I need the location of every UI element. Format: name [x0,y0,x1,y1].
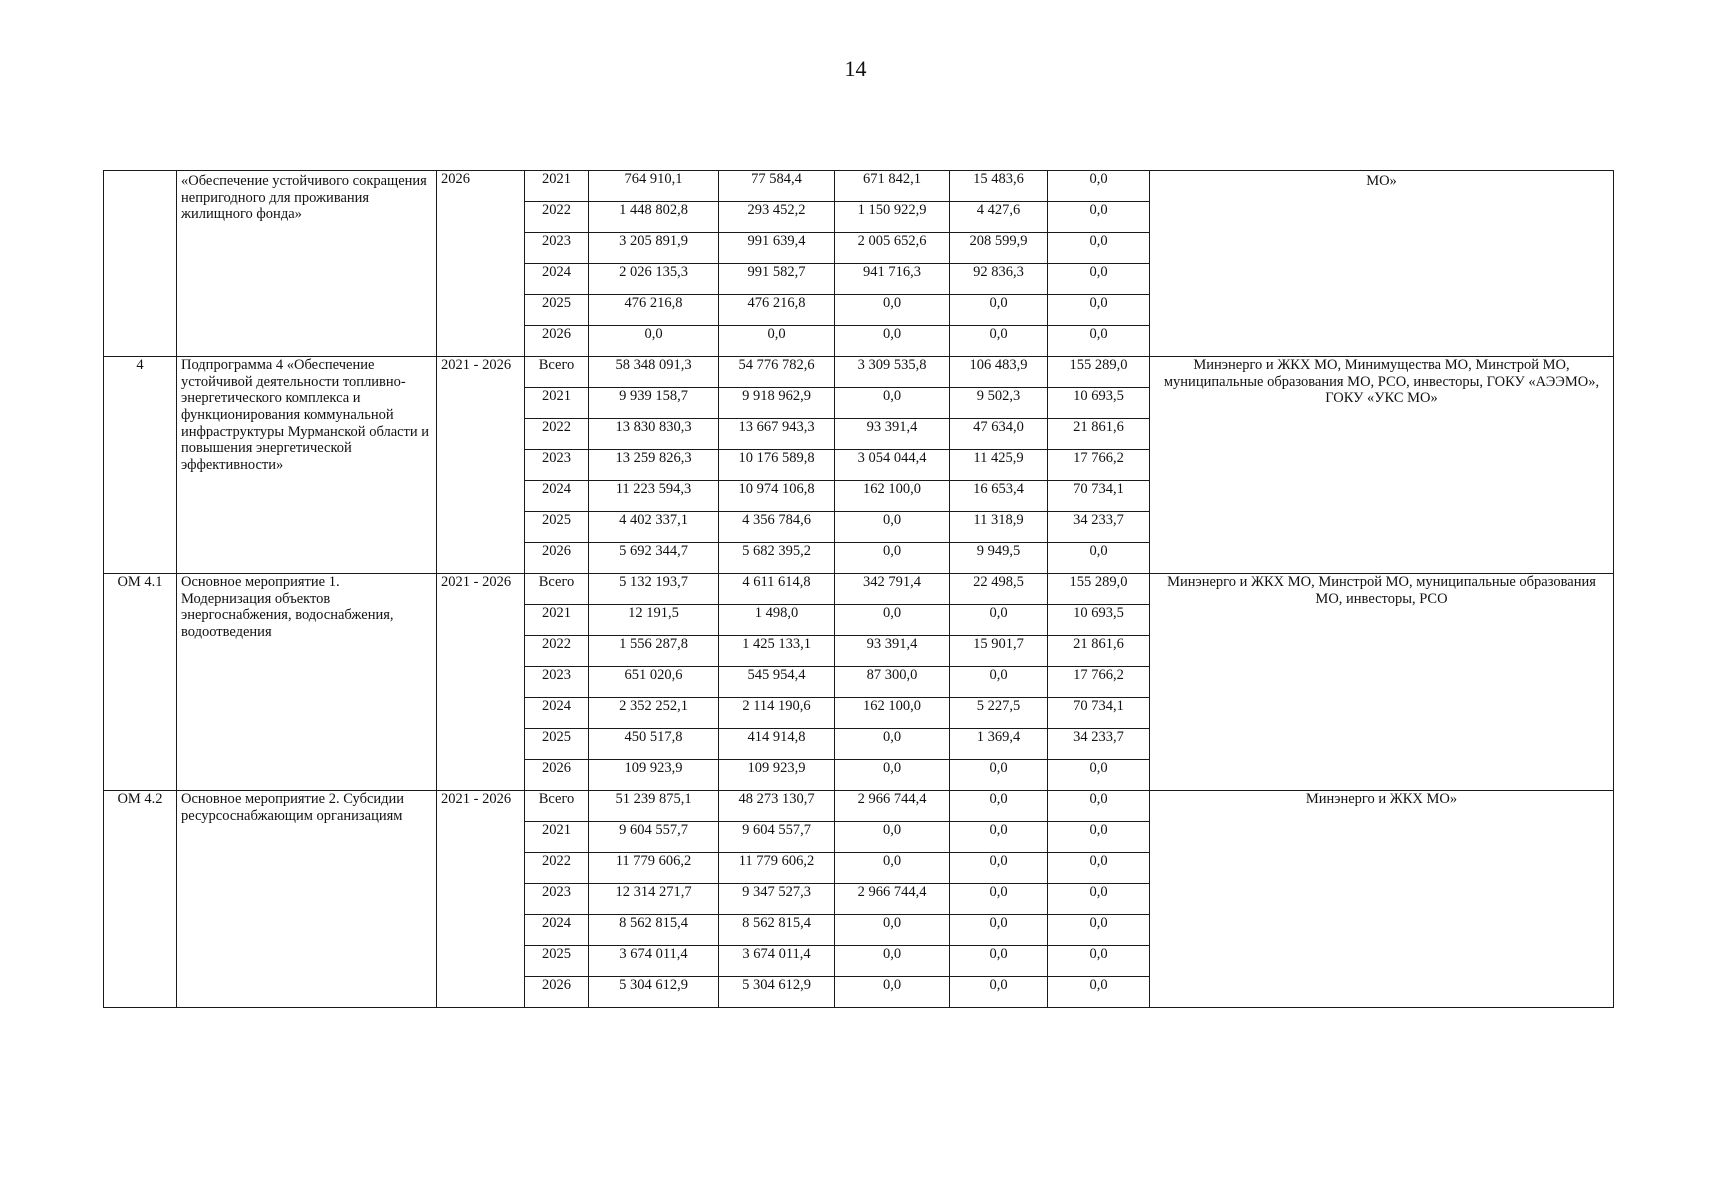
federal-value: 9 918 962,9 [719,388,835,419]
federal-value: 54 776 782,6 [719,357,835,388]
year-label: 2024 [525,264,589,295]
total-value: 1 556 287,8 [589,636,719,667]
year-label: 2023 [525,884,589,915]
table-row [104,574,1614,605]
local-value: 208 599,9 [950,233,1048,264]
other-value: 34 233,7 [1048,729,1150,760]
federal-value: 4 611 614,8 [719,574,835,605]
regional-value: 0,0 [835,760,950,791]
year-label: 2023 [525,667,589,698]
local-value: 0,0 [950,326,1048,357]
local-value: 16 653,4 [950,481,1048,512]
year-label: 2024 [525,698,589,729]
item-period: 2021 - 2026 [437,791,525,1008]
year-label: 2026 [525,760,589,791]
regional-value: 2 966 744,4 [835,884,950,915]
regional-value: 2 005 652,6 [835,233,950,264]
federal-value: 293 452,2 [719,202,835,233]
other-value: 0,0 [1048,543,1150,574]
other-value: 21 861,6 [1048,636,1150,667]
total-value: 11 779 606,2 [589,853,719,884]
total-value: 8 562 815,4 [589,915,719,946]
table-body [104,171,1614,1008]
other-value: 0,0 [1048,760,1150,791]
federal-value: 991 639,4 [719,233,835,264]
year-label: 2023 [525,233,589,264]
federal-value: 5 304 612,9 [719,977,835,1008]
federal-value: 991 582,7 [719,264,835,295]
other-value: 0,0 [1048,264,1150,295]
total-value: 11 223 594,3 [589,481,719,512]
local-value: 0,0 [950,977,1048,1008]
regional-value: 0,0 [835,729,950,760]
year-label: 2023 [525,450,589,481]
federal-value: 2 114 190,6 [719,698,835,729]
total-value: 0,0 [589,326,719,357]
responsible-executors: Минэнерго и ЖКХ МО» [1150,791,1614,1008]
other-value: 0,0 [1048,791,1150,822]
regional-value: 0,0 [835,977,950,1008]
other-value: 0,0 [1048,295,1150,326]
year-label: 2024 [525,481,589,512]
other-value: 0,0 [1048,977,1150,1008]
local-value: 0,0 [950,295,1048,326]
federal-value: 1 498,0 [719,605,835,636]
federal-value: 414 914,8 [719,729,835,760]
local-value: 0,0 [950,946,1048,977]
other-value: 0,0 [1048,884,1150,915]
local-value: 22 498,5 [950,574,1048,605]
year-label: 2025 [525,946,589,977]
regional-value: 0,0 [835,915,950,946]
other-value: 0,0 [1048,822,1150,853]
other-value: 0,0 [1048,915,1150,946]
total-value: 51 239 875,1 [589,791,719,822]
regional-value: 0,0 [835,946,950,977]
local-value: 106 483,9 [950,357,1048,388]
federal-value: 476 216,8 [719,295,835,326]
responsible-executors: Минэнерго и ЖКХ МО, Минимущества МО, Минстрой МО, муниципальные образования МО, РСО, инвесторы, ГОКУ «АЭЭМО», ГОКУ «УКС МО» [1150,357,1614,574]
responsible-executors: Минэнерго и ЖКХ МО, Минстрой МО, муниципальные образования МО, инвесторы, РСО [1150,574,1614,791]
item-number: ОМ 4.1 [104,574,177,791]
total-value: 5 132 193,7 [589,574,719,605]
local-value: 5 227,5 [950,698,1048,729]
year-label: Всего [525,574,589,605]
other-value: 10 693,5 [1048,605,1150,636]
regional-value: 87 300,0 [835,667,950,698]
regional-value: 342 791,4 [835,574,950,605]
other-value: 155 289,0 [1048,357,1150,388]
local-value: 11 425,9 [950,450,1048,481]
item-number: 4 [104,357,177,574]
year-label: 2026 [525,543,589,574]
federal-value: 4 356 784,6 [719,512,835,543]
regional-value: 93 391,4 [835,636,950,667]
other-value: 17 766,2 [1048,450,1150,481]
total-value: 4 402 337,1 [589,512,719,543]
item-number [104,171,177,357]
local-value: 47 634,0 [950,419,1048,450]
federal-value: 5 682 395,2 [719,543,835,574]
year-label: 2021 [525,605,589,636]
regional-value: 671 842,1 [835,171,950,202]
regional-value: 0,0 [835,295,950,326]
federal-value: 8 562 815,4 [719,915,835,946]
other-value: 70 734,1 [1048,698,1150,729]
other-value: 0,0 [1048,171,1150,202]
other-value: 155 289,0 [1048,574,1150,605]
page-number: 14 [844,56,867,81]
local-value: 9 949,5 [950,543,1048,574]
total-value: 109 923,9 [589,760,719,791]
regional-value: 3 309 535,8 [835,357,950,388]
federal-value: 3 674 011,4 [719,946,835,977]
year-label: 2026 [525,326,589,357]
year-label: 2022 [525,853,589,884]
total-value: 1 448 802,8 [589,202,719,233]
regional-value: 0,0 [835,512,950,543]
year-label: 2024 [525,915,589,946]
other-value: 17 766,2 [1048,667,1150,698]
federal-value: 77 584,4 [719,171,835,202]
federal-value: 1 425 133,1 [719,636,835,667]
total-value: 9 939 158,7 [589,388,719,419]
total-value: 450 517,8 [589,729,719,760]
total-value: 13 259 826,3 [589,450,719,481]
federal-value: 48 273 130,7 [719,791,835,822]
table-row [104,791,1614,822]
year-label: Всего [525,357,589,388]
local-value: 0,0 [950,760,1048,791]
year-label: 2025 [525,512,589,543]
total-value: 58 348 091,3 [589,357,719,388]
regional-value: 0,0 [835,605,950,636]
other-value: 34 233,7 [1048,512,1150,543]
table-row [104,357,1614,388]
year-label: 2025 [525,295,589,326]
federal-value: 9 347 527,3 [719,884,835,915]
regional-value: 162 100,0 [835,481,950,512]
regional-value: 162 100,0 [835,698,950,729]
total-value: 3 674 011,4 [589,946,719,977]
total-value: 2 026 135,3 [589,264,719,295]
local-value: 1 369,4 [950,729,1048,760]
regional-value: 0,0 [835,388,950,419]
local-value: 0,0 [950,822,1048,853]
other-value: 0,0 [1048,326,1150,357]
other-value: 0,0 [1048,233,1150,264]
local-value: 0,0 [950,667,1048,698]
other-value: 70 734,1 [1048,481,1150,512]
total-value: 12 314 271,7 [589,884,719,915]
regional-value: 1 150 922,9 [835,202,950,233]
other-value: 21 861,6 [1048,419,1150,450]
item-name: «Обеспечение устойчивого сокращения непригодного для проживания жилищного фонда» [177,171,437,357]
year-label: 2022 [525,419,589,450]
item-name: Основное мероприятие 2. Субсидии ресурсоснабжающим организациям [177,791,437,1008]
total-value: 9 604 557,7 [589,822,719,853]
local-value: 9 502,3 [950,388,1048,419]
other-value: 0,0 [1048,946,1150,977]
year-label: 2026 [525,977,589,1008]
item-period: 2021 - 2026 [437,357,525,574]
total-value: 5 692 344,7 [589,543,719,574]
year-label: 2021 [525,171,589,202]
total-value: 12 191,5 [589,605,719,636]
federal-value: 0,0 [719,326,835,357]
item-name: Основное мероприятие 1. Модернизация объектов энергоснабжения, водоснабжения, водоотведения [177,574,437,791]
total-value: 476 216,8 [589,295,719,326]
total-value: 5 304 612,9 [589,977,719,1008]
other-value: 0,0 [1048,202,1150,233]
regional-value: 2 966 744,4 [835,791,950,822]
year-label: 2025 [525,729,589,760]
item-period: 2026 [437,171,525,357]
year-label: 2021 [525,822,589,853]
local-value: 15 483,6 [950,171,1048,202]
year-label: 2022 [525,202,589,233]
federal-value: 10 974 106,8 [719,481,835,512]
regional-value: 0,0 [835,543,950,574]
item-name: Подпрограмма 4 «Обеспечение устойчивой деятельности топливно-энергетического комплекса и функционирования коммунальной инфраструктуры Мурманской области и повышения энергетической эффективности» [177,357,437,574]
federal-value: 13 667 943,3 [719,419,835,450]
federal-value: 10 176 589,8 [719,450,835,481]
regional-value: 0,0 [835,326,950,357]
total-value: 2 352 252,1 [589,698,719,729]
regional-value: 941 716,3 [835,264,950,295]
table-row [104,171,1614,202]
responsible-executors: МО» [1150,171,1614,357]
year-label: Всего [525,791,589,822]
local-value: 0,0 [950,791,1048,822]
total-value: 764 910,1 [589,171,719,202]
local-value: 4 427,6 [950,202,1048,233]
federal-value: 11 779 606,2 [719,853,835,884]
local-value: 0,0 [950,884,1048,915]
federal-value: 109 923,9 [719,760,835,791]
budget-table [103,170,1614,1008]
year-label: 2022 [525,636,589,667]
regional-value: 0,0 [835,822,950,853]
local-value: 15 901,7 [950,636,1048,667]
local-value: 0,0 [950,915,1048,946]
item-period: 2021 - 2026 [437,574,525,791]
other-value: 10 693,5 [1048,388,1150,419]
local-value: 0,0 [950,605,1048,636]
year-label: 2021 [525,388,589,419]
other-value: 0,0 [1048,853,1150,884]
federal-value: 9 604 557,7 [719,822,835,853]
item-number: ОМ 4.2 [104,791,177,1008]
federal-value: 545 954,4 [719,667,835,698]
regional-value: 93 391,4 [835,419,950,450]
regional-value: 0,0 [835,853,950,884]
regional-value: 3 054 044,4 [835,450,950,481]
local-value: 0,0 [950,853,1048,884]
total-value: 13 830 830,3 [589,419,719,450]
total-value: 3 205 891,9 [589,233,719,264]
local-value: 11 318,9 [950,512,1048,543]
total-value: 651 020,6 [589,667,719,698]
local-value: 92 836,3 [950,264,1048,295]
